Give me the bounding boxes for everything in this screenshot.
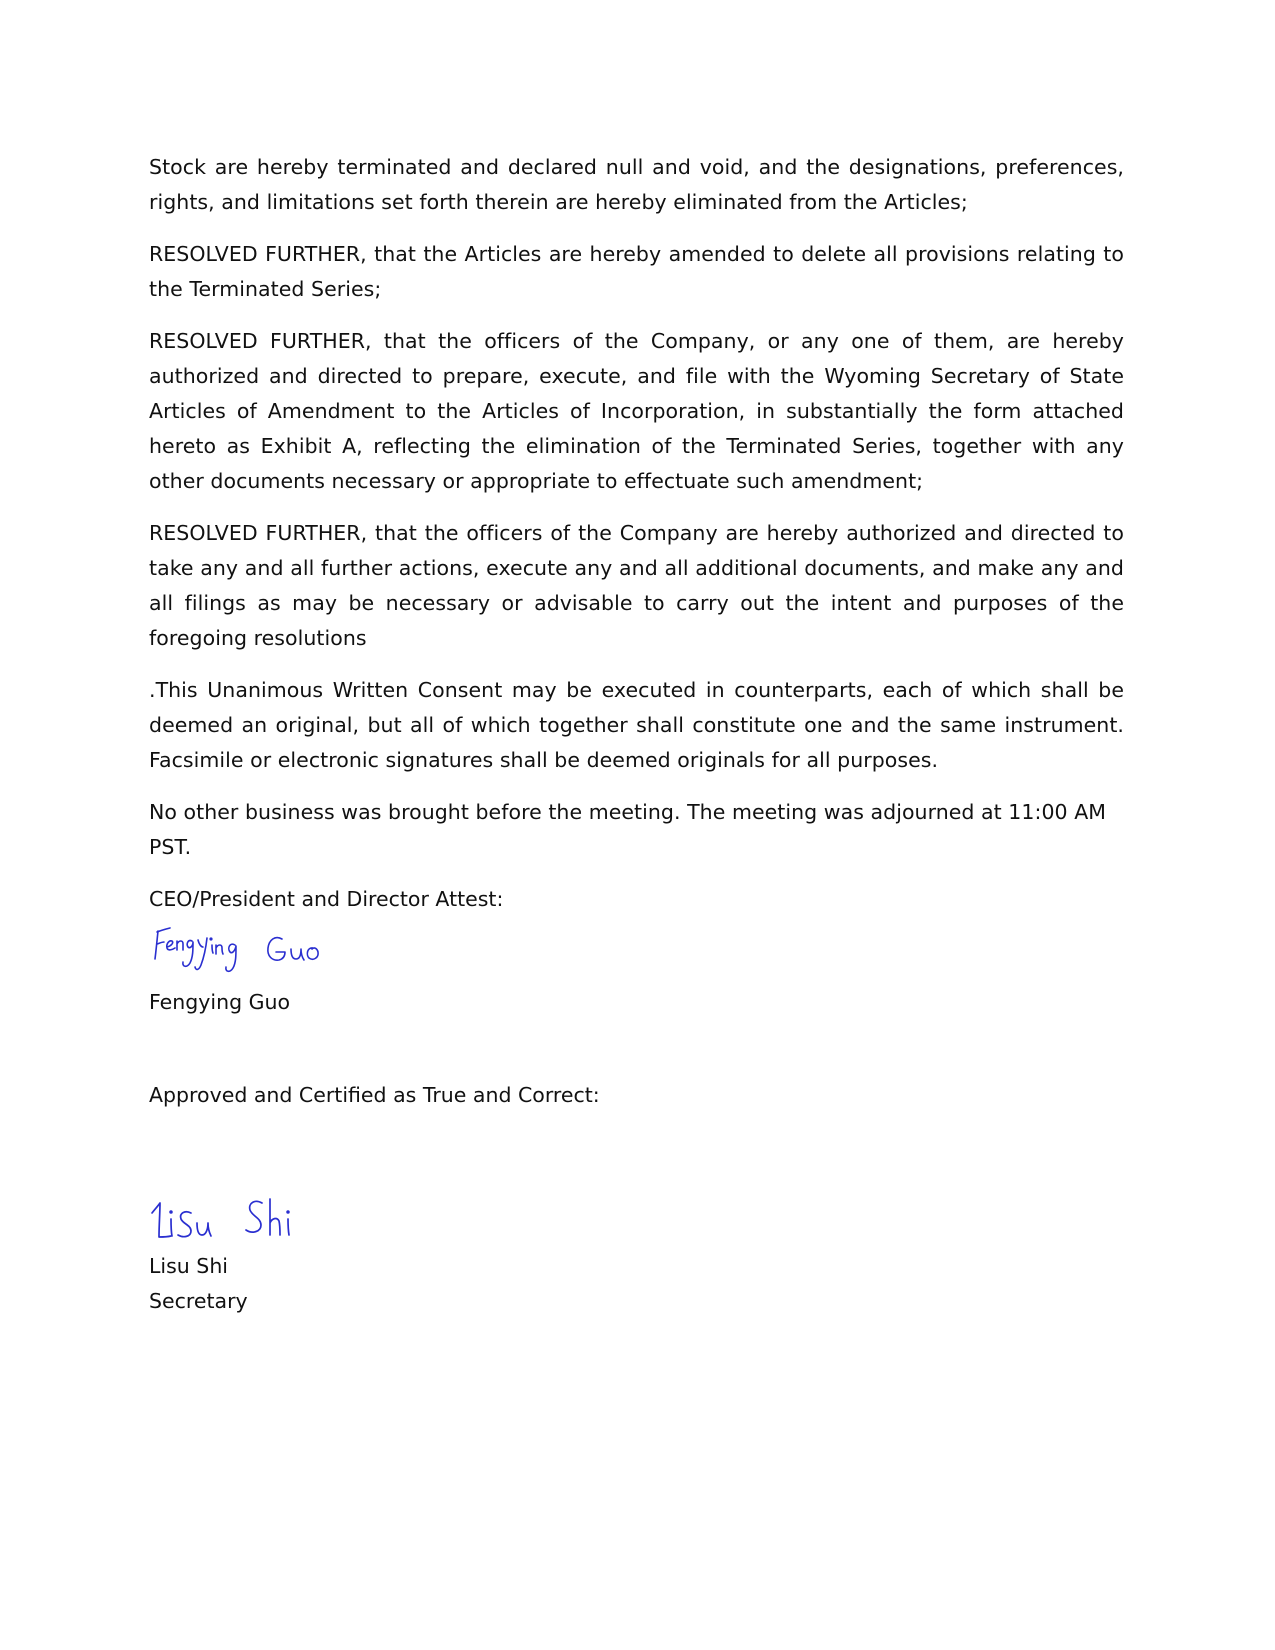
- signature-lisu-shi-drawing: [149, 1191, 309, 1249]
- signature-lisu-shi: [149, 1191, 1124, 1249]
- certified-label: Approved and Certified as True and Correct:: [149, 1083, 600, 1107]
- paragraph-stock-terminated: Stock are hereby terminated and declared null and void, and the designations, preferences, rights, and limitations set forth therein are hereby eliminated from the Articles;: [149, 155, 1124, 214]
- signer2-name: Lisu Shi: [149, 1254, 229, 1278]
- paragraph-resolved-amend: RESOLVED FURTHER, that the Articles are hereby amended to delete all provisions relating to the Terminated Series;: [149, 242, 1124, 301]
- attest-label: CEO/President and Director Attest:: [149, 887, 504, 911]
- paragraph-counterparts: .This Unanimous Written Consent may be executed in counterparts, each of which shall be deemed an original, but all of which together shall constitute one and the same instrument. Facsimile or electronic signatures shall be deemed originals for all purposes.: [149, 678, 1124, 772]
- paragraph-resolved-further-actions: RESOLVED FURTHER, that the officers of the Company are hereby authorized and directed to take any and all further actions, execute any and all additional documents, and make any and all filings as may be necessary or advisable to carry out the intent and purposes of the foregoing resolutions: [149, 521, 1124, 650]
- signer2-title: Secretary: [149, 1289, 248, 1313]
- paragraph-adjourned: No other business was brought before the meeting. The meeting was adjourned at 11:00 AM PST.: [149, 800, 1107, 859]
- paragraph-resolved-file: RESOLVED FURTHER, that the officers of the Company, or any one of them, are hereby authorized and directed to prepare, execute, and file with the Wyoming Secretary of State Articles of Amendment to the Articles of Incorporation, in substantially the form attached hereto as Exhibit A, reflecting the elimination of the Terminated Series, together with any other documents necessary or appropriate to effectuate such amendment;: [149, 329, 1124, 493]
- signer1-name: Fengying Guo: [149, 990, 291, 1014]
- document-page: [149, 150, 1124, 1319]
- signature-fengying-guo: [149, 923, 1124, 985]
- signature-fengying-guo-drawing: [149, 923, 349, 985]
